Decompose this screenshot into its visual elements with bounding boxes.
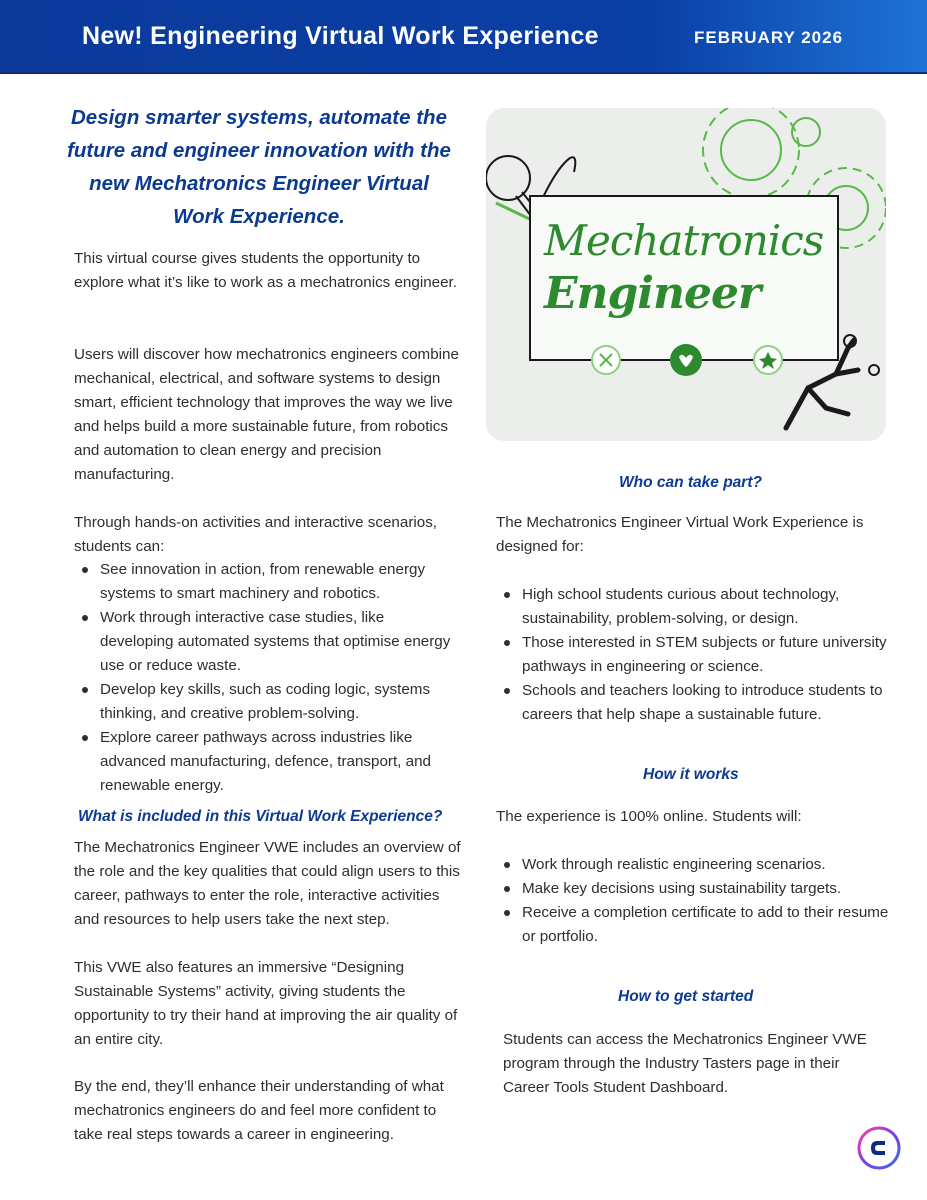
issue-date: FEBRUARY 2026: [694, 28, 844, 47]
list-item: Work through realistic engineering scenarios.: [496, 853, 891, 877]
list-item: Explore career pathways across industries like advanced manufacturing, defence, transport, and renewable energy.: [74, 726, 459, 798]
list-item: Make key decisions using sustainability targets.: [496, 877, 891, 901]
list-item: Receive a completion certificate to add to their resume or portfolio.: [496, 901, 891, 949]
list-item: High school students curious about technology, sustainability, problem-solving, or design.: [496, 583, 891, 631]
start-heading: How to get started: [618, 988, 754, 1005]
list-item: Work through interactive case studies, like developing automated systems that optimise energy use or reduce waste.: [74, 606, 459, 678]
included-paragraph-3: By the end, they’ll enhance their understanding of what mechatronics engineers do and feel more confident to take real steps towards a career in engineering.: [74, 1078, 444, 1143]
hero-title-line-2: Engineer: [544, 268, 761, 319]
intro-paragraph-2: Users will discover how mechatronics engineers combine mechanical, electrical, and software systems to design smart, efficient technology that improves the way we live and helps build a more sustainable future, from robotics and automation to clean energy and precision manufacturing.: [74, 346, 459, 483]
included-heading: What is included in this Virtual Work Experience?: [78, 808, 443, 825]
brand-logo-icon: [857, 1126, 901, 1170]
how-list: [496, 853, 891, 949]
start-text: Students can access the Mechatronics Engineer VWE program through the Industry Tasters page in their Career Tools Student Dashboard.: [503, 1031, 867, 1096]
intro-paragraph-3: Through hands-on activities and interactive scenarios, students can:: [74, 514, 438, 555]
list-item: Develop key skills, such as coding logic, systems thinking, and creative problem-solving.: [74, 678, 459, 726]
page-title: New! Engineering Virtual Work Experience: [82, 22, 599, 50]
hero-illustration: [486, 108, 886, 441]
who-intro: The Mechatronics Engineer Virtual Work Experience is designed for:: [496, 514, 864, 555]
included-paragraph-1: The Mechatronics Engineer VWE includes an overview of the role and the key qualities that could align users to this career, pathways to enter the role, interactive activities and resources to help users take the next step.: [74, 839, 461, 928]
list-item: Schools and teachers looking to introduce students to careers that help shape a sustainable future.: [496, 679, 891, 727]
who-list: [496, 583, 891, 727]
how-heading: How it works: [643, 766, 739, 783]
tagline: Design smarter systems, automate the future and engineer innovation with the new Mechatronics Engineer Virtual Work Experience.: [67, 106, 451, 228]
intro-paragraph-1: This virtual course gives students the opportunity to explore what it’s like to work as a mechatronics engineer.: [74, 250, 457, 291]
included-paragraph-2: This VWE also features an immersive “Designing Sustainable Systems” activity, giving students the opportunity to try their hand at improving the air quality of an entire city.: [74, 959, 458, 1048]
list-item: Those interested in STEM subjects or future university pathways in engineering or science.: [496, 631, 891, 679]
list-item: See innovation in action, from renewable energy systems to smart machinery and robotics.: [74, 558, 459, 606]
who-heading: Who can take part?: [619, 474, 762, 491]
skills-list: [74, 558, 459, 798]
how-intro: The experience is 100% online. Students will:: [496, 808, 802, 825]
header-banner: [0, 0, 927, 74]
hero-title-line-1: Mechatronics: [544, 216, 824, 265]
